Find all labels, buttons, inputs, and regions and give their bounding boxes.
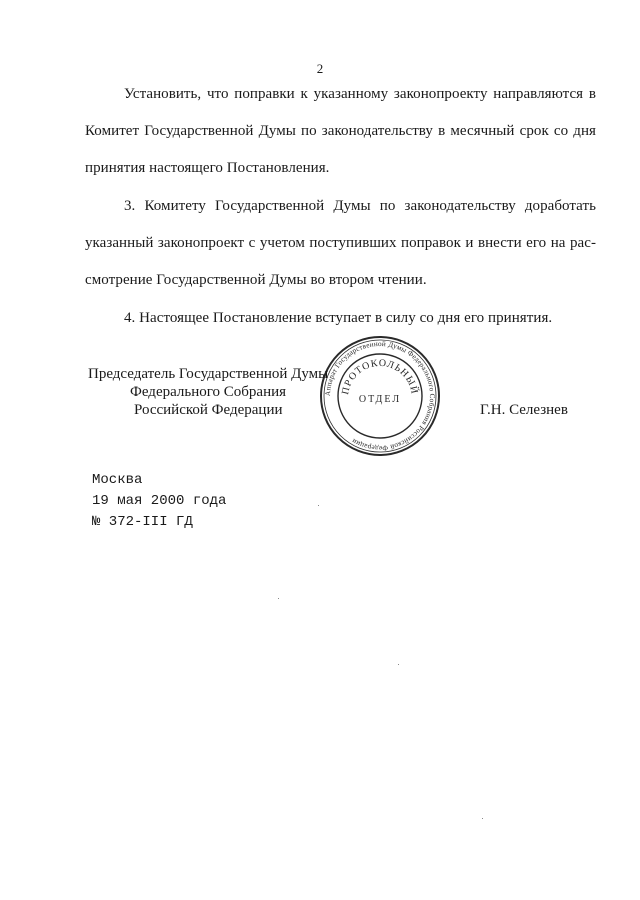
signatory-name: Г.Н. Селезнев (480, 402, 568, 418)
paragraph-1-line-3: принятия настоящего Постановления. (85, 160, 330, 176)
scan-speck (398, 664, 399, 665)
stamp-center-text: ОТДЕЛ (358, 394, 402, 405)
scan-speck (482, 818, 483, 819)
paragraph-2-line-1: 3. Комитету Государственной Думы по законодательству доработать (124, 198, 596, 214)
paragraph-1-line-2: Комитет Государственной Думы по законодательству в месячный срок со дня (85, 123, 596, 139)
paragraph-1-line-1: Установить, что поправки к указанному законопроекту направляются в (124, 86, 596, 102)
signature-title-line-2: Федерального Собрания (130, 384, 287, 400)
paragraph-2-line-3: смотрение Государственной Думы во втором чтении. (85, 272, 427, 288)
svg-text:ПРОТОКОЛЬНЫЙ (340, 358, 421, 396)
official-stamp (318, 334, 442, 458)
footer-city: Москва (92, 472, 143, 488)
signature-title-line-3: Российской Федерации (134, 402, 283, 418)
stamp-outer-text: Аппарат Государственной Думы Федерального Собрания Российской Федерации (323, 339, 437, 453)
scan-speck (278, 598, 279, 599)
page-number: 2 (316, 61, 324, 76)
stamp-middle-text: ПРОТОКОЛЬНЫЙ (340, 357, 420, 396)
footer-date: 19 мая 2000 года (92, 493, 227, 509)
paragraph-3-line-1: 4. Настоящее Постановление вступает в силу со дня его принятия. (124, 310, 553, 326)
signature-title-line-1: Председатель Государственной Думы (88, 366, 329, 382)
scan-speck (318, 505, 319, 506)
paragraph-2-line-2: указанный законопроект с учетом поступивших поправок и внести его на рас- (85, 235, 596, 251)
footer-number: № 372-III ГД (92, 514, 193, 530)
